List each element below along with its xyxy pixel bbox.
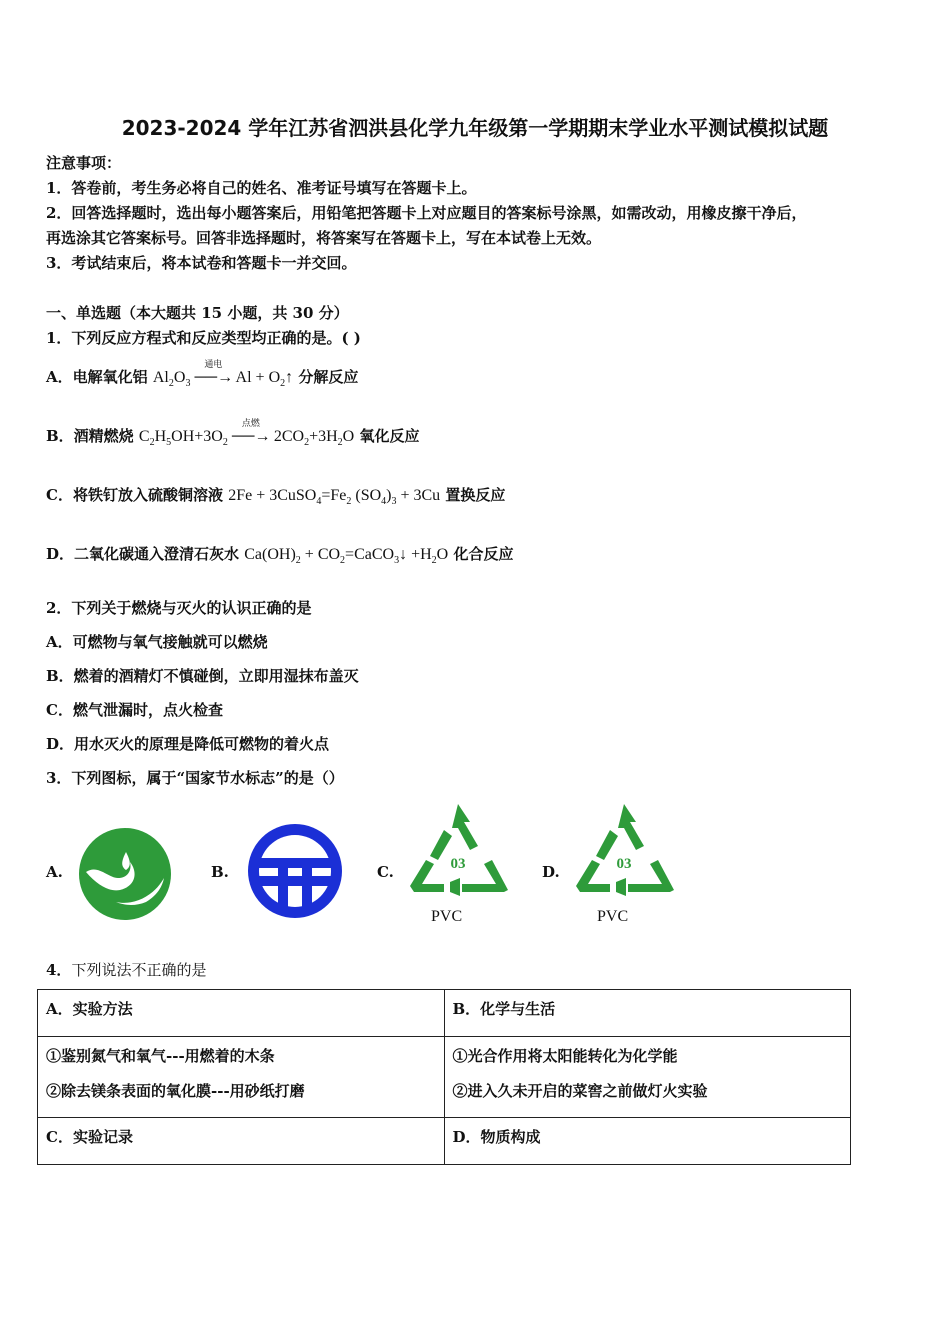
blue-circle-logo-icon	[244, 820, 346, 922]
q4-cell-c-head: C．实验记录	[38, 1118, 445, 1165]
q4-a-item-2: ②除去镁条表面的氧化膜---用砂纸打磨	[46, 1082, 305, 1100]
water-saving-logo-icon	[76, 826, 174, 922]
q4-cell-b-head: B．化学与生活	[444, 990, 851, 1037]
q1-option-a	[46, 359, 359, 390]
q1-option-b-type: 氧化反应	[359, 427, 420, 445]
q1-option-b-condition: 点燃	[241, 418, 260, 428]
q2-option-c: C．燃气泄漏时，点火检查	[46, 701, 223, 719]
q1-option-d	[46, 543, 513, 566]
q3-stem: 3．下列图标，属于“国家节水标志”的是（）	[46, 769, 344, 787]
recycle-text-c: PVC	[431, 908, 463, 925]
q3-label-c: C.	[377, 863, 394, 881]
recycle-number-d: 03	[616, 856, 632, 872]
q1-option-a-condition: 通电	[204, 359, 223, 369]
q1-option-c-label: C．将铁钉放入硫酸铜溶液	[46, 486, 223, 504]
q1-option-d-type: 化合反应	[453, 545, 514, 563]
q2-option-d: D．用水灭火的原理是降低可燃物的着火点	[46, 735, 330, 753]
q4-cell-a-head: A．实验方法	[38, 990, 445, 1037]
q1-option-a-type: 分解反应	[298, 368, 359, 386]
q4-cell-d-head: D．物质构成	[444, 1118, 851, 1165]
q3-label-d: D.	[542, 863, 560, 881]
q1-option-b-formula: $C_2H_5OH+3O_2$ 点燃 ──→ $2CO_2+3H_2O$	[138, 418, 355, 449]
notice-heading: 注意事项：	[46, 154, 122, 172]
recycle-text-d: PVC	[597, 908, 629, 925]
q4-table	[37, 989, 851, 1165]
q4-stem-text: 下列说法不正确的是	[71, 961, 207, 979]
q2-stem: 2．下列关于燃烧与灭火的认识正确的是	[46, 599, 312, 617]
recycle-pvc-logo-d-icon	[570, 800, 678, 900]
q4-stem	[46, 959, 206, 980]
q4-cell-a-body	[38, 1037, 445, 1118]
q4-number: 4．	[46, 961, 72, 979]
q4-cell-b-body	[444, 1037, 851, 1118]
q4-a-item-1: ①鉴别氮气和氧气---用燃着的木条	[46, 1047, 275, 1065]
notice-item-3: 3．考试结束后，将本试卷和答题卡一并交回。	[46, 254, 357, 272]
q1-option-d-formula: $Ca(OH)_2$ + $CO_2=CaCO_3↓ +H_2O$	[244, 546, 449, 567]
recycle-pvc-logo-c-icon	[404, 800, 512, 900]
notice-item-2-cont: 再选涂其它答案标号。回答非选择题时，将答案写在答题卡上，写在本试卷上无效。	[46, 229, 602, 247]
q3-label-a: A.	[46, 863, 63, 881]
q1-option-a-formula: $Al_2O_3$ 通电 ──→ $Al + O_2↑$	[152, 359, 294, 390]
recycle-number-c: 03	[450, 856, 466, 872]
q1-option-c	[46, 484, 505, 507]
q2-option-b: B．燃着的酒精灯不慎碰倒，立即用湿抹布盖灭	[46, 667, 359, 685]
section-heading: 一、单选题（本大题共 15 小题，共 30 分）	[46, 304, 349, 322]
q1-option-c-type: 置换反应	[445, 486, 506, 504]
q4-b-item-1: ①光合作用将太阳能转化为化学能	[452, 1047, 678, 1065]
page-title: 2023-2024 学年江苏省泗洪县化学九年级第一学期期末学业水平测试模拟试题	[121, 116, 829, 140]
notice-item-1: 1．答卷前，考生务必将自己的姓名、准考证号填写在答题卡上。	[46, 179, 477, 197]
q4-b-item-2: ②进入久未开启的菜窖之前做灯火实验	[452, 1082, 708, 1100]
q1-option-b-label: B．酒精燃烧	[46, 427, 134, 445]
notice-item-2: 2．回答选择题时，选出每小题答案后，用铅笔把答题卡上对应题目的答案标号涂黑，如需改动，用橡皮擦干净后，	[46, 204, 807, 222]
q1-option-d-label: D．二氧化碳通入澄清石灰水	[46, 545, 240, 563]
q1-option-a-label: A．电解氧化铝	[46, 368, 148, 386]
q1-option-b	[46, 418, 420, 449]
q2-option-a: A．可燃物与氧气接触就可以燃烧	[46, 633, 268, 651]
q1-stem: 1．下列反应方程式和反应类型均正确的是。( )	[46, 329, 361, 347]
q3-label-b: B.	[211, 863, 229, 881]
q1-option-c-formula: $2Fe + 3CuSO_4=Fe_2$ $(SO_4)_3 + 3Cu$	[228, 487, 441, 508]
